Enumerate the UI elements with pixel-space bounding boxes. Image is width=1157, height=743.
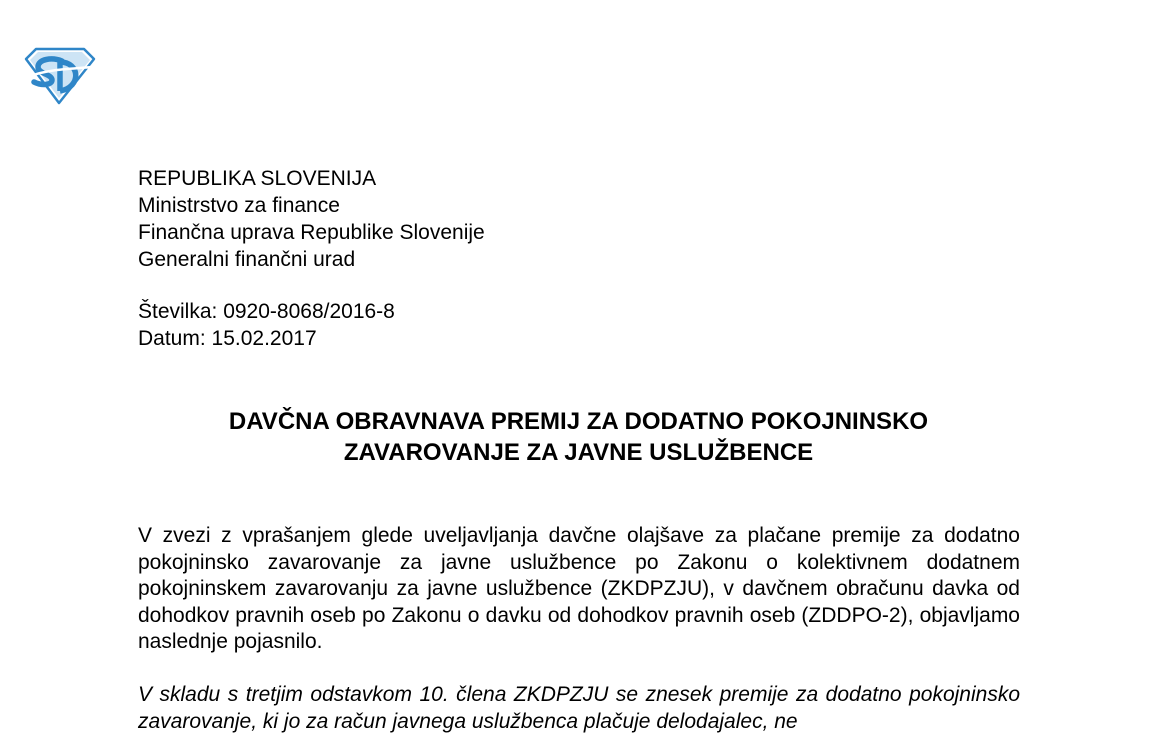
document-date: Datum: 15.02.2017 (138, 327, 317, 350)
address-line-country: REPUBLIKA SLOVENIJA (138, 167, 377, 190)
sender-address-block (138, 165, 485, 273)
document-number: Številka: 0920-8068/2016-8 (138, 300, 395, 323)
body-paragraph-intro: V zvezi z vprašanjem glede uveljavljanja davčne olajšave za plačane premije za dodatno pokojninsko zavarovanje za javne uslužbence po Zakonu o kolektivnem dodatnem pokojninskem zavarovanju za javne uslužbence (ZKDPZJU), v davčnem obračunu davka od dohodkov pravnih oseb po Zakonu o davku od dohodkov pravnih oseb (ZDDPO-2), objavljamo naslednje pojasnilo. (138, 524, 1020, 653)
address-line-ministry: Ministrstvo za finance (138, 194, 340, 217)
address-line-administration: Finančna uprava Republike Slovenije (138, 221, 485, 244)
document-title-line-1: DAVČNA OBRAVNAVA PREMIJ ZA DODATNO POKOJNINSKO (228, 408, 929, 435)
body-paragraph-italic: V skladu s tretjim odstavkom 10. člena ZKDPZJU se znesek premije za dodatno pokojninsko zavarovanje, ki jo za račun javnega uslužbenca plačuje delodajalec, ne (138, 683, 1020, 733)
document-meta-block (138, 298, 395, 352)
address-line-office: Generalni finančni urad (138, 248, 356, 271)
document-title (0, 406, 1157, 468)
fu-shield-logo-icon (22, 47, 96, 105)
document-title-line-2: ZAVAROVANJE ZA JAVNE USLUŽBENCE (343, 439, 814, 466)
